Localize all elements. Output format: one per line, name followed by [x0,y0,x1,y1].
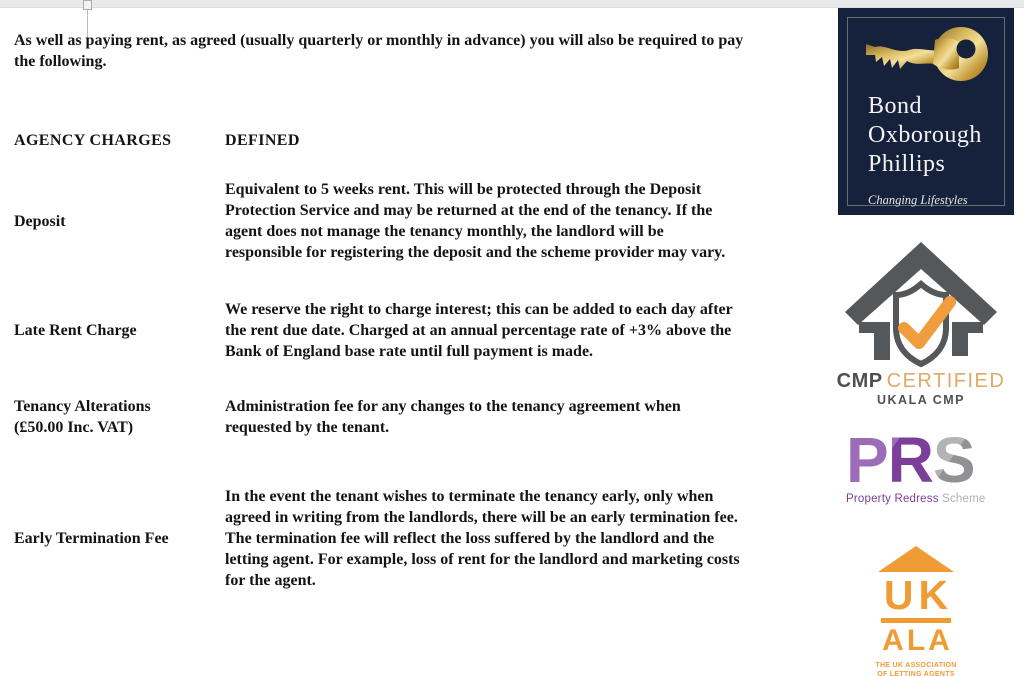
document-content [14,30,754,591]
cmp-certified-logo [833,240,1009,407]
cmp-subtitle: UKALA CMP [876,393,966,407]
prs-subtitle-gray: Scheme [942,493,986,505]
charge-name: Early Termination Fee [14,530,169,547]
table-row [14,396,754,438]
pin-head [83,0,92,10]
charge-name: Late Rent Charge [14,322,137,339]
gold-key-icon [863,24,989,86]
ukala-subtitle-line1: THE UK ASSOCIATION [875,662,957,669]
charge-definition: Equivalent to 5 weeks rent. This will be protected through the Deposit Protection Service and may be returned at the end of the tenancy. If the agent does not manage the tenancy monthly, the landlord will be responsible for registering the deposit and the scheme provider may vary. [225,181,726,261]
charge-name: Deposit [14,212,66,230]
bond-tagline: Changing Lifestyles [868,193,968,207]
cmp-title-line [833,370,1009,392]
ukala-line1: UK [883,572,954,618]
ukala-logo [874,546,958,676]
ukala-line2: ALA [882,624,953,657]
bond-name-line1: Bond [868,93,923,119]
charge-name: Tenancy Alterations (£50.00 Inc. VAT) [14,398,151,436]
charge-definition: In the event the tenant wishes to terminate the tenancy early, only when agreed in writing from the landlords, there will be an early termination fee. The termination fee will reflect the loss suffered by the landlord and the letting agent. For example, loss of rent for the landlord and marketing costs for the agent. [225,488,740,589]
column-header-defined: DEFINED [225,132,300,149]
ukala-subtitle-line2: OF LETTING AGENTS [877,671,955,676]
table-row [14,486,754,591]
charge-definition: We reserve the right to charge interest; this can be added to each day after the rent due date. Charged at an annual percentage rate of +3% above the Bank of England base rate until full payment is made. [225,301,733,360]
top-margin-strip [0,0,1024,8]
prs-subtitle [846,493,1016,505]
ukala-divider [881,618,951,623]
house-shield-check-icon [837,240,1005,368]
ukala-subtitle [874,661,958,676]
table-row [14,179,754,263]
bond-name-line2: Oxborough [868,122,982,148]
prs-letters-s: S [932,424,975,496]
cmp-certified-label: CERTIFIED [886,370,1006,392]
house-roof-icon [878,546,954,572]
bond-name-line3: Phillips [868,151,946,177]
column-header-agency-charges: AGENCY CHARGES [14,132,172,149]
charge-definition: Administration fee for any changes to the tenancy agreement when requested by the tenant. [225,398,681,436]
table-header-row [14,130,754,151]
prs-letters-pr: PR [846,424,933,496]
intro-paragraph: As well as paying rent, as agreed (usually quarterly or monthly in advance) you will also be required to pay the following. [14,32,744,70]
prs-letters [846,424,1016,496]
table-row [14,299,754,362]
prs-subtitle-purple: Property Redress [846,493,939,505]
prs-logo [846,424,1016,505]
cmp-title: CMP [836,370,883,392]
bond-oxborough-phillips-logo [838,8,1014,215]
